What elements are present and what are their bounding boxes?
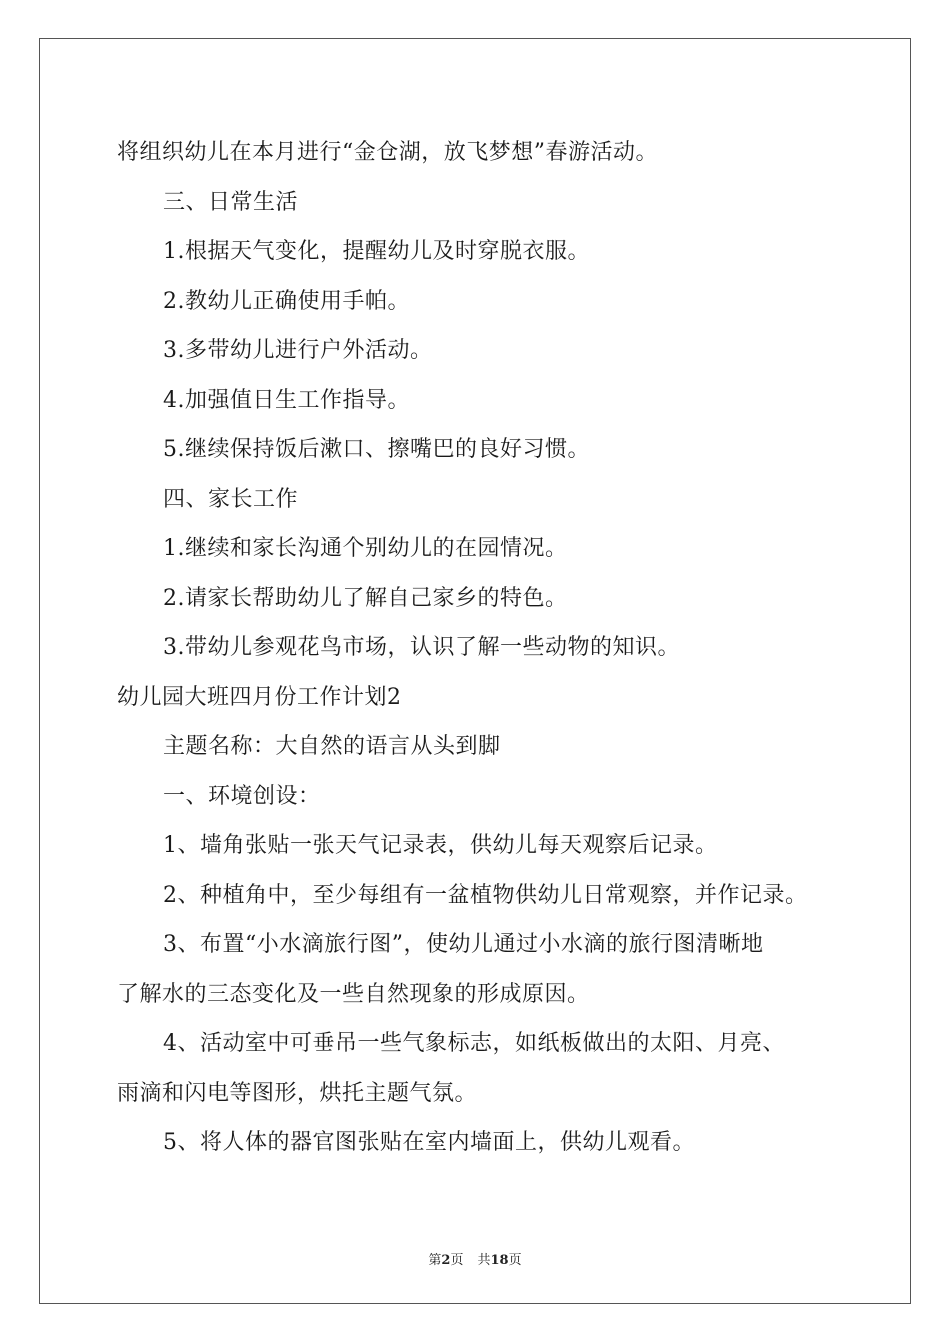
- text-line-13: 主题名称：大自然的语言从头到脚: [163, 734, 501, 759]
- footer-page-prefix: 第: [428, 1253, 442, 1268]
- document-heading-plan-2: 幼儿园大班四月份工作计划2: [117, 684, 402, 710]
- text-line-20: 雨滴和闪电等图形，烘托主题气氛。: [117, 1080, 478, 1106]
- text-line-6: 4.加强值日生工作指导。: [163, 387, 410, 413]
- footer-page-number: 2: [441, 1253, 451, 1268]
- document-body: [117, 128, 837, 1168]
- text-line-16: 2、种植角中，至少每组有一盆植物供幼儿日常观察，并作记录。: [163, 882, 808, 908]
- text-line-9: 1.继续和家长沟通个别幼儿的在园情况。: [163, 536, 568, 561]
- text-line-19: 4、活动室中可垂吊一些气象标志，如纸板做出的太阳、月亮、: [163, 1031, 785, 1056]
- footer-total-prefix: 共: [477, 1253, 491, 1268]
- text-line-1: 将组织幼儿在本月进行“金仓湖，放飞梦想”春游活动。: [117, 140, 658, 165]
- text-line-15: 1、墙角张贴一张天气记录表，供幼儿每天观察后记录。: [163, 833, 718, 858]
- footer-total-number: 18: [490, 1253, 509, 1268]
- text-line-17: 3、布置“小水滴旅行图”，使幼儿通过小水滴的旅行图清晰地: [163, 932, 764, 957]
- text-line-5: 3.多带幼儿进行户外活动。: [163, 338, 433, 363]
- section-heading-parent-work: 四、家长工作: [163, 486, 299, 512]
- section-heading-daily-life: 三、日常生活: [163, 189, 299, 215]
- text-line-11: 3.带幼儿参观花鸟市场，认识了解一些动物的知识。: [163, 635, 680, 660]
- footer-total-suffix: 页: [508, 1253, 522, 1268]
- text-line-18: 了解水的三态变化及一些自然现象的形成原因。: [117, 981, 590, 1007]
- text-line-3: 1.根据天气变化，提醒幼儿及时穿脱衣服。: [163, 239, 590, 264]
- text-line-10: 2.请家长帮助幼儿了解自己家乡的特色。: [163, 585, 568, 611]
- text-line-4: 2.教幼儿正确使用手帕。: [163, 288, 410, 314]
- text-line-7: 5.继续保持饭后漱口、擦嘴巴的良好习惯。: [163, 437, 590, 462]
- footer-page-suffix: 页: [450, 1253, 464, 1268]
- section-heading-environment: 一、环境创设：: [163, 783, 321, 809]
- text-line-21: 5、将人体的器官图张贴在室内墙面上，供幼儿观看。: [163, 1130, 695, 1155]
- page-footer: [0, 1249, 950, 1268]
